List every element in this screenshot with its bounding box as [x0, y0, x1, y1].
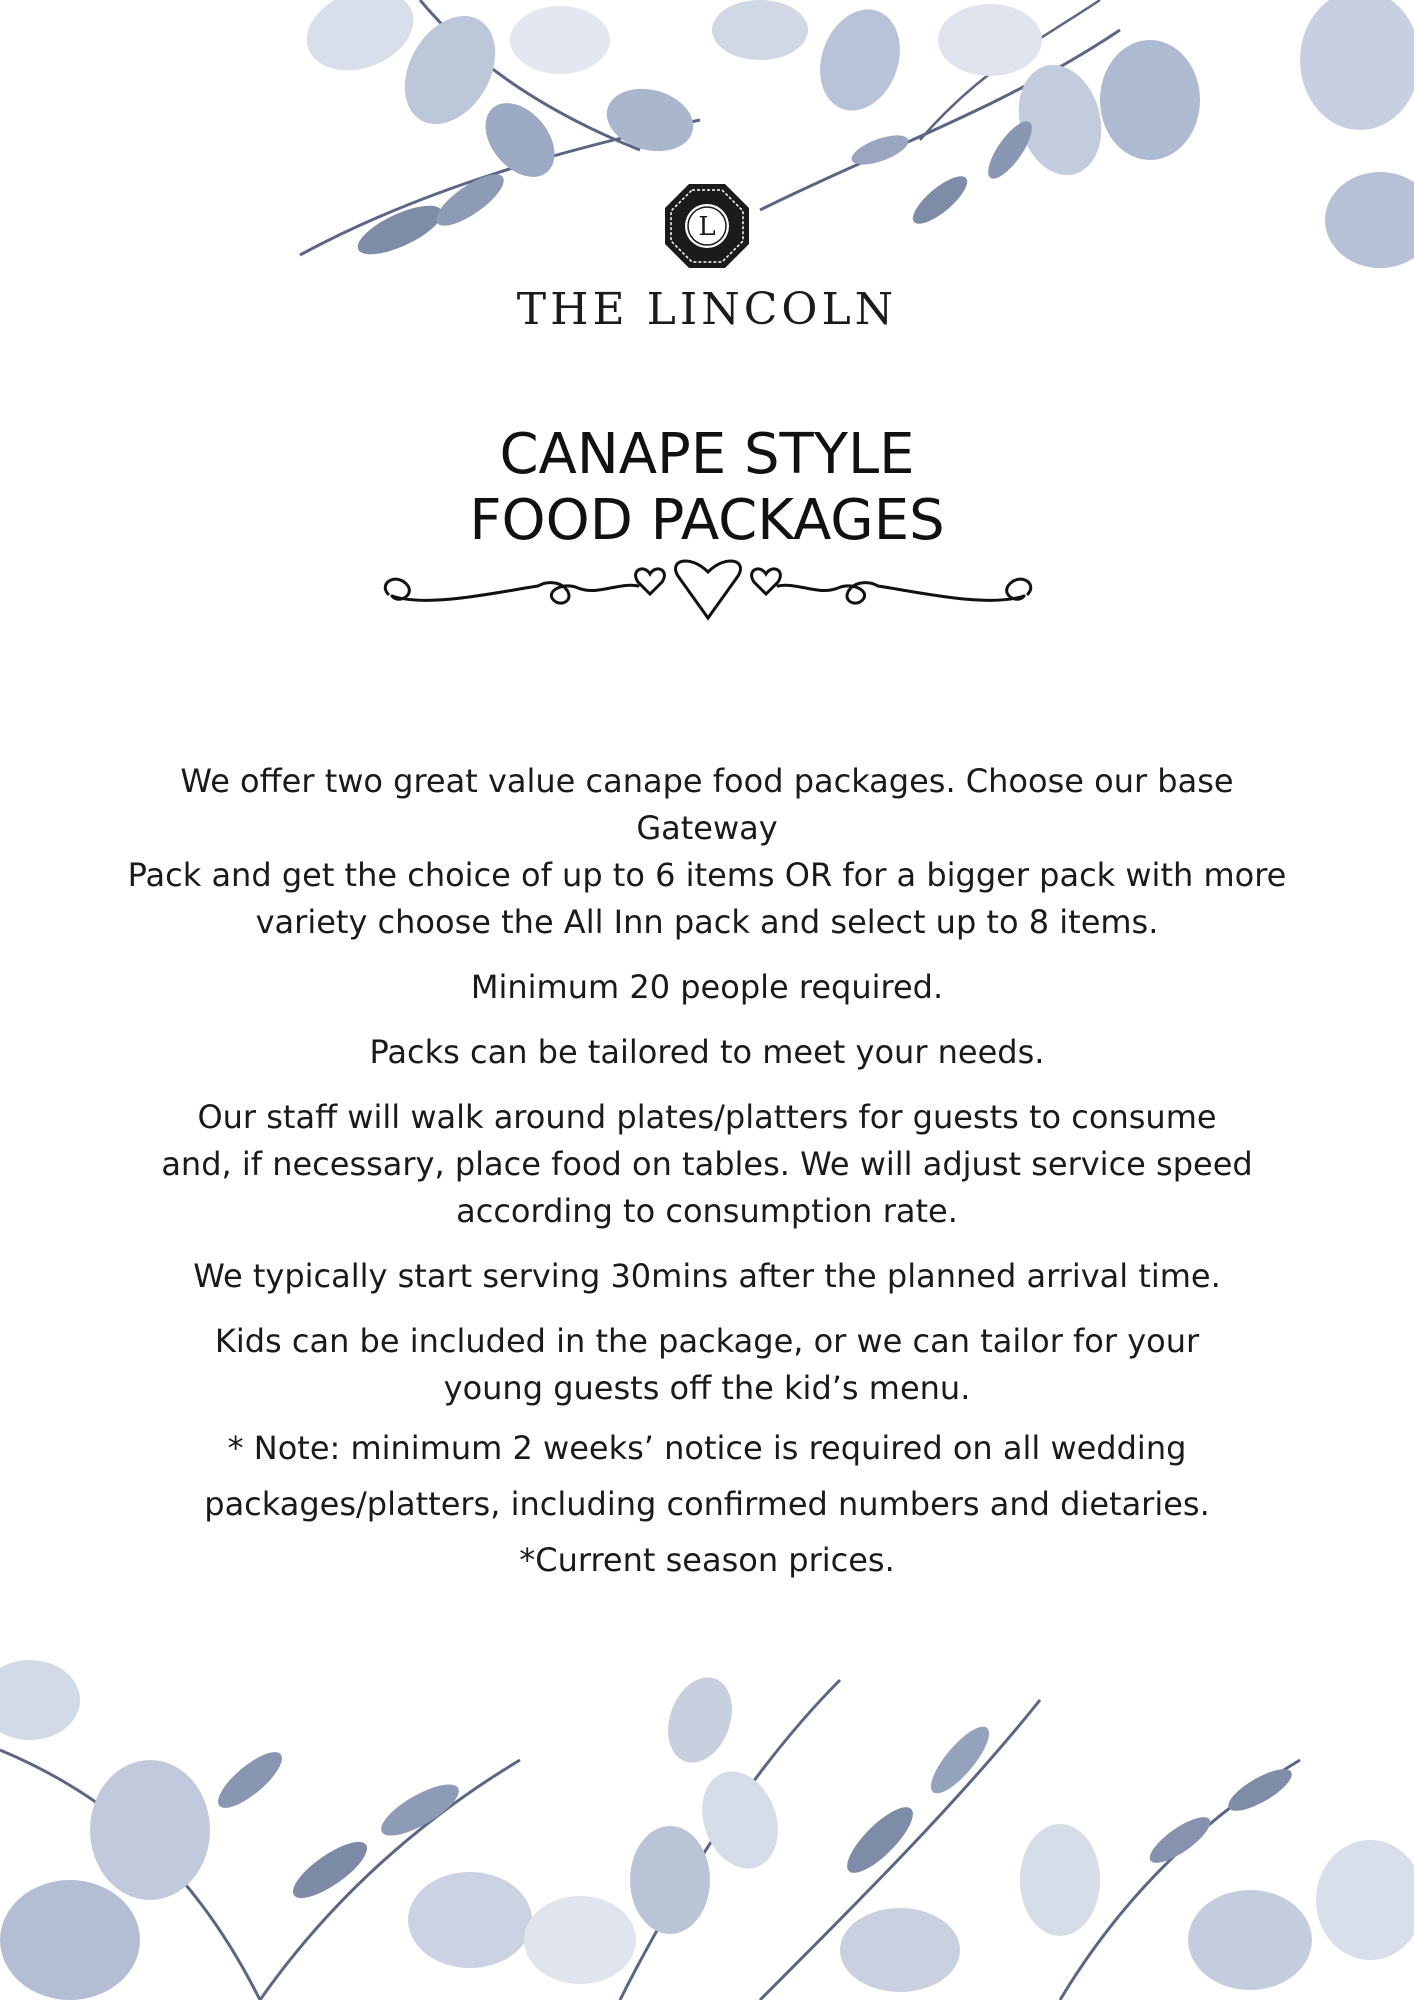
paragraph-intro [120, 758, 1294, 946]
paragraph-service [120, 1094, 1294, 1235]
octagon-monogram-icon [663, 182, 751, 270]
service-line-1: Our staff will walk around plates/platters for guests to consume [197, 1098, 1217, 1136]
page-title [0, 422, 1414, 554]
eucalyptus-leaves-icon [0, 1660, 1414, 2000]
minimum-line: Minimum 20 people required. [470, 968, 944, 1006]
eucalyptus-bottom-decoration [0, 1640, 1414, 2000]
paragraph-notes [120, 1420, 1294, 1588]
intro-line-3: variety choose the All Inn pack and select up to 8 items. [255, 903, 1159, 941]
timing-line: We typically start serving 30mins after the planned arrival time. [193, 1257, 1221, 1295]
logo-monogram: L [698, 212, 716, 242]
note-line-1: * Note: minimum 2 weeks’ notice is required on all wedding [227, 1429, 1187, 1467]
paragraph-kids [120, 1318, 1294, 1412]
tailored-line: Packs can be tailored to meet your needs. [369, 1033, 1045, 1071]
heart-flourish-icon [368, 552, 1048, 636]
package-description [120, 758, 1294, 1588]
paragraph-minimum [120, 964, 1294, 1011]
intro-line-1: We offer two great value canape food packages. Choose our base Gateway [180, 762, 1234, 847]
service-line-2: and, if necessary, place food on tables. We will adjust service speed [161, 1145, 1253, 1183]
kids-line-1: Kids can be included in the package, or we can tailor for your [214, 1322, 1200, 1360]
kids-line-2: young guests off the kid’s menu. [443, 1369, 971, 1407]
brand-logo [0, 182, 1414, 335]
intro-line-2: Pack and get the choice of up to 6 items OR for a bigger pack with more [127, 856, 1287, 894]
note-line-3: *Current season prices. [519, 1541, 895, 1579]
note-line-2: packages/platters, including confirmed numbers and dietaries. [204, 1485, 1210, 1523]
service-line-3: according to consumption rate. [456, 1192, 958, 1230]
paragraph-timing [120, 1253, 1294, 1300]
paragraph-tailored [120, 1029, 1294, 1076]
brand-name: THE LINCOLN [516, 284, 898, 335]
title-line-2: FOOD PACKAGES [469, 488, 945, 553]
title-line-1: CANAPE STYLE [499, 422, 915, 487]
